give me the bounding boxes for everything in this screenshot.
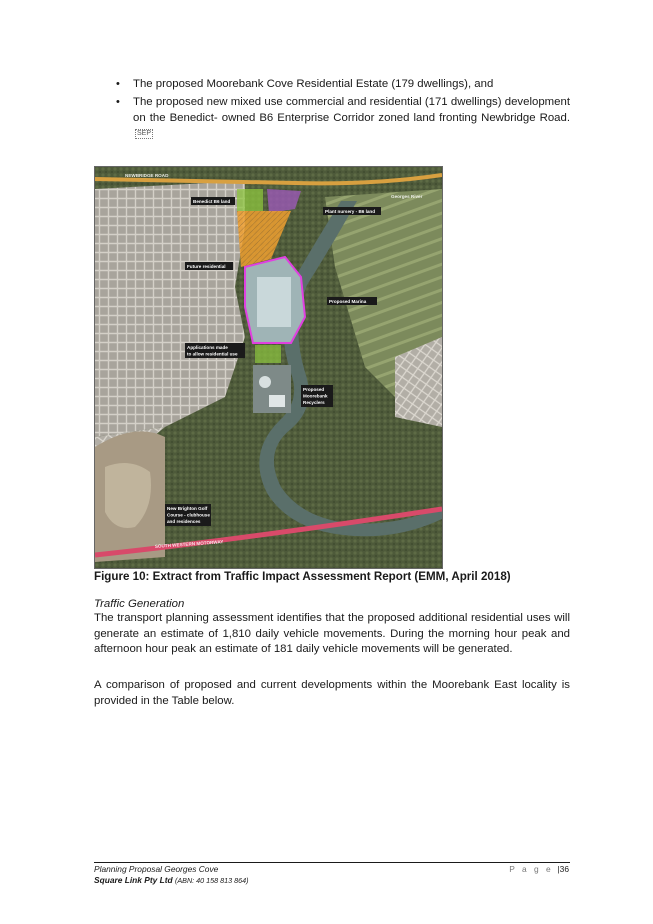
bullet-dot-icon: • [116,78,120,90]
bullet-text: The proposed new mixed use commercial and residential (171 dwellings) development on the Benedict- owned B6 Enterprise Corridor zoned land fronting Newbridge Road. [133,96,570,124]
label-recyclers [301,385,333,407]
svg-text:to allow residential use: to allow residential use [187,351,238,357]
svg-text:Benedict B6 land: Benedict B6 land [193,198,231,204]
footer-divider [94,862,570,863]
label-golf-course [165,504,211,526]
footer-company [94,875,249,886]
marina-buildings [257,277,291,327]
page-number: 36 [559,864,569,874]
newbridge-road-label: NEWBRIDGE ROAD [125,173,169,178]
recyclers-tank [259,376,271,388]
georges-river-label: Georges River [391,194,423,199]
svg-text:Recyclers: Recyclers [303,399,325,405]
footer-doc-title: Planning Proposal Georges Cove [94,864,219,874]
svg-text:New Brighton Golf: New Brighton Golf [167,506,208,511]
svg-text:Proposed: Proposed [303,387,325,392]
traffic-paragraph: The transport planning assessment identifies that the proposed additional residential uses will generate an estimate of 1,810 daily vehicle movements. During the morning hour peak and afternoon hour peak an estimate of 181 daily vehicle movements will be generated. [94,612,570,655]
page-label: P a g e [509,864,554,874]
svg-text:and residences: and residences [167,518,201,524]
svg-text:Proposed Marina: Proposed Marina [329,298,367,304]
svg-text:Future residential: Future residential [187,263,226,269]
footer-abn: (ABN: 40 158 813 864) [174,876,249,885]
label-benedict [191,197,235,205]
motorway-label: SOUTH WESTERN MOTORWAY [154,539,224,549]
footer-page-number [509,864,569,875]
bullet-text: The proposed Moorebank Cove Residential Estate (179 dwellings), and [133,78,494,90]
svg-text:Plant nursery - B6 land: Plant nursery - B6 land [325,208,376,214]
bullet-item [94,76,570,92]
label-future-residential [185,262,233,270]
label-proposed-marina [327,297,377,305]
aerial-map-figure [94,166,443,569]
svg-text:Course - clubhouse: Course - clubhouse [167,512,210,518]
page-separator: | [557,864,560,874]
benedict-b6-land [237,189,263,211]
footer-company-name: Square Link Pty Ltd [94,875,173,885]
label-plant-nursery [323,207,381,215]
bullet-item [94,94,570,142]
sep-tag: SEP [137,129,152,137]
recyclers-building [269,395,285,407]
svg-text:Applications made: Applications made [187,345,228,350]
aerial-map [95,167,442,568]
bullet-list [94,76,570,144]
comparison-paragraph: A comparison of proposed and current developments within the Moorebank East locality is provided in the Table below. [94,679,570,707]
figure-caption: Figure 10: Extract from Traffic Impact Assessment Report (EMM, April 2018) [94,570,511,583]
bullet-dot-icon: • [116,96,120,108]
svg-text:Moorebank: Moorebank [303,393,328,399]
label-applications [185,343,245,358]
traffic-generation-heading: Traffic Generation [94,598,185,610]
residential-application-area [255,345,281,363]
